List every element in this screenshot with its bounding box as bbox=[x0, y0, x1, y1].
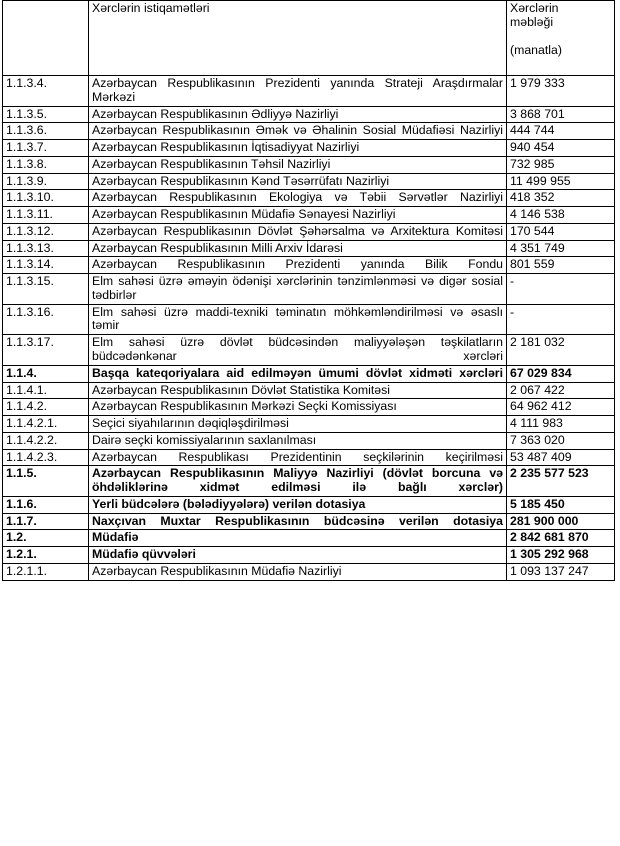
row-code: 1.1.3.12. bbox=[3, 223, 89, 240]
row-name: Azərbaycan Respublikasının Maliyyə Nazirliyi (dövlət borcuna və öhdəliklərinə xidmət edilməsi ilə bağlı xərclər) bbox=[89, 466, 507, 497]
row-code: 1.2. bbox=[3, 530, 89, 547]
row-code: 1.2.1.1. bbox=[3, 563, 89, 580]
row-name: Azərbaycan Respublikasının Ekologiya və Təbii Sərvətlər Nazirliyi bbox=[89, 190, 507, 207]
table-row bbox=[3, 365, 615, 382]
row-amount: 5 185 450 bbox=[507, 496, 615, 513]
row-amount: 170 544 bbox=[507, 223, 615, 240]
row-name: Elm sahəsi üzrə dövlət büdcəsindən maliyyələşən təşkilatların büdcədənkənar xərcləri bbox=[89, 335, 507, 366]
row-name: Azərbaycan Respublikasının Ədliyyə Nazirliyi bbox=[89, 106, 507, 123]
row-amount: 4 111 983 bbox=[507, 416, 615, 433]
row-amount: 732 985 bbox=[507, 156, 615, 173]
row-amount: 2 067 422 bbox=[507, 382, 615, 399]
row-name: Elm sahəsi üzrə əməyin ödənişi xərclərinin tənzimlənməsi və digər sosial tədbirlər bbox=[89, 274, 507, 305]
row-name: Müdafiə bbox=[89, 530, 507, 547]
row-name: Azərbaycan Respublikasının İqtisadiyyat Nazirliyi bbox=[89, 140, 507, 157]
header-code-column bbox=[3, 1, 89, 76]
table-row bbox=[3, 274, 615, 305]
row-name: Azərbaycan Respublikasının Kənd Təsərrüfatı Nazirliyi bbox=[89, 173, 507, 190]
row-amount: 801 559 bbox=[507, 257, 615, 274]
table-row bbox=[3, 207, 615, 224]
row-code: 1.1.4.2.2. bbox=[3, 432, 89, 449]
table-row bbox=[3, 449, 615, 466]
table-row bbox=[3, 190, 615, 207]
table-row bbox=[3, 432, 615, 449]
row-amount: 64 962 412 bbox=[507, 399, 615, 416]
header-row bbox=[3, 1, 615, 76]
row-name: Naxçıvan Muxtar Respublikasının büdcəsinə verilən dotasiya bbox=[89, 513, 507, 530]
row-name: Seçici siyahılarının dəqiqləşdirilməsi bbox=[89, 416, 507, 433]
row-amount: 444 744 bbox=[507, 123, 615, 140]
row-name: Azərbaycan Respublikasının Müdafiə Nazirliyi bbox=[89, 563, 507, 580]
row-code: 1.2.1. bbox=[3, 547, 89, 564]
table-row bbox=[3, 140, 615, 157]
row-code: 1.1.3.17. bbox=[3, 335, 89, 366]
header-amount-line2: məbləği bbox=[510, 14, 554, 29]
table-row bbox=[3, 496, 615, 513]
table-row bbox=[3, 466, 615, 497]
row-amount: 3 868 701 bbox=[507, 106, 615, 123]
table-row bbox=[3, 563, 615, 580]
row-code: 1.1.5. bbox=[3, 466, 89, 497]
table-row bbox=[3, 106, 615, 123]
row-code: 1.1.3.5. bbox=[3, 106, 89, 123]
table-body bbox=[3, 76, 615, 581]
budget-table bbox=[2, 0, 615, 581]
row-amount: 11 499 955 bbox=[507, 173, 615, 190]
row-amount: 4 146 538 bbox=[507, 207, 615, 224]
row-name: Azərbaycan Respublikasının Mərkəzi Seçki Komissiyası bbox=[89, 399, 507, 416]
table-row bbox=[3, 76, 615, 107]
row-amount: 940 454 bbox=[507, 140, 615, 157]
row-amount: 1 093 137 247 bbox=[507, 563, 615, 580]
table-row bbox=[3, 240, 615, 257]
row-amount: 1 979 333 bbox=[507, 76, 615, 107]
row-amount: 418 352 bbox=[507, 190, 615, 207]
row-code: 1.1.3.8. bbox=[3, 156, 89, 173]
row-amount: 1 305 292 968 bbox=[507, 547, 615, 564]
row-code: 1.1.3.6. bbox=[3, 123, 89, 140]
table-row bbox=[3, 399, 615, 416]
row-code: 1.1.4.1. bbox=[3, 382, 89, 399]
table-row bbox=[3, 304, 615, 335]
row-amount: 2 235 577 523 bbox=[507, 466, 615, 497]
table-row bbox=[3, 173, 615, 190]
header-name-column: Xərclərin istiqamətləri bbox=[89, 1, 507, 76]
row-name: Elm sahəsi üzrə maddi-texniki təminatın möhkəmləndirilməsi və əsaslı təmir bbox=[89, 304, 507, 335]
table-row bbox=[3, 257, 615, 274]
table-row bbox=[3, 530, 615, 547]
row-code: 1.1.3.10. bbox=[3, 190, 89, 207]
row-name: Azərbaycan Respublikası Prezidentinin seçkilərinin keçirilməsi bbox=[89, 449, 507, 466]
row-amount: - bbox=[507, 274, 615, 305]
row-code: 1.1.3.14. bbox=[3, 257, 89, 274]
row-code: 1.1.3.16. bbox=[3, 304, 89, 335]
header-amount-line1: Xərclərin bbox=[510, 1, 559, 15]
table-row bbox=[3, 223, 615, 240]
row-code: 1.1.6. bbox=[3, 496, 89, 513]
row-name: Azərbaycan Respublikasının Müdafiə Sənayesi Nazirliyi bbox=[89, 207, 507, 224]
row-name: Azərbaycan Respublikasının Prezidenti yanında Strateji Araşdırmalar Mərkəzi bbox=[89, 76, 507, 107]
row-code: 1.1.4.2.1. bbox=[3, 416, 89, 433]
row-code: 1.1.3.4. bbox=[3, 76, 89, 107]
table-row bbox=[3, 335, 615, 366]
row-code: 1.1.7. bbox=[3, 513, 89, 530]
row-code: 1.1.3.7. bbox=[3, 140, 89, 157]
table-row bbox=[3, 513, 615, 530]
row-amount: - bbox=[507, 304, 615, 335]
row-name: Azərbaycan Respublikasının Təhsil Nazirliyi bbox=[89, 156, 507, 173]
row-code: 1.1.4. bbox=[3, 365, 89, 382]
row-amount: 2 181 032 bbox=[507, 335, 615, 366]
row-amount: 2 842 681 870 bbox=[507, 530, 615, 547]
table-row bbox=[3, 382, 615, 399]
row-amount: 7 363 020 bbox=[507, 432, 615, 449]
table-row bbox=[3, 416, 615, 433]
row-amount: 53 487 409 bbox=[507, 449, 615, 466]
row-amount: 4 351 749 bbox=[507, 240, 615, 257]
table-header bbox=[3, 1, 615, 76]
row-name: Başqa kateqoriyalara aid edilməyən ümumi dövlət xidməti xərcləri bbox=[89, 365, 507, 382]
row-name: Yerli büdcələrə (bələdiyyələrə) verilən dotasiya bbox=[89, 496, 507, 513]
row-name: Azərbaycan Respublikasının Əmək və Əhalinin Sosial Müdafiəsi Nazirliyi bbox=[89, 123, 507, 140]
row-code: 1.1.3.9. bbox=[3, 173, 89, 190]
row-name: Dairə seçki komissiyalarının saxlanılması bbox=[89, 432, 507, 449]
row-code: 1.1.3.11. bbox=[3, 207, 89, 224]
row-name: Azərbaycan Respublikasının Dövlət Statistika Komitəsi bbox=[89, 382, 507, 399]
row-code: 1.1.4.2.3. bbox=[3, 449, 89, 466]
row-amount: 281 900 000 bbox=[507, 513, 615, 530]
row-name: Müdafiə qüvvələri bbox=[89, 547, 507, 564]
row-name: Azərbaycan Respublikasının Prezidenti yanında Bilik Fondu bbox=[89, 257, 507, 274]
row-name: Azərbaycan Respublikasının Milli Arxiv İdarəsi bbox=[89, 240, 507, 257]
header-amount-column bbox=[507, 1, 615, 76]
row-name: Azərbaycan Respublikasının Dövlət Şəhərsalma və Arxitektura Komitəsi bbox=[89, 223, 507, 240]
row-amount: 67 029 834 bbox=[507, 365, 615, 382]
row-code: 1.1.3.13. bbox=[3, 240, 89, 257]
row-code: 1.1.4.2. bbox=[3, 399, 89, 416]
table-row bbox=[3, 156, 615, 173]
header-amount-line3: (manatla) bbox=[510, 42, 562, 57]
table-row bbox=[3, 547, 615, 564]
table-row bbox=[3, 123, 615, 140]
row-code: 1.1.3.15. bbox=[3, 274, 89, 305]
